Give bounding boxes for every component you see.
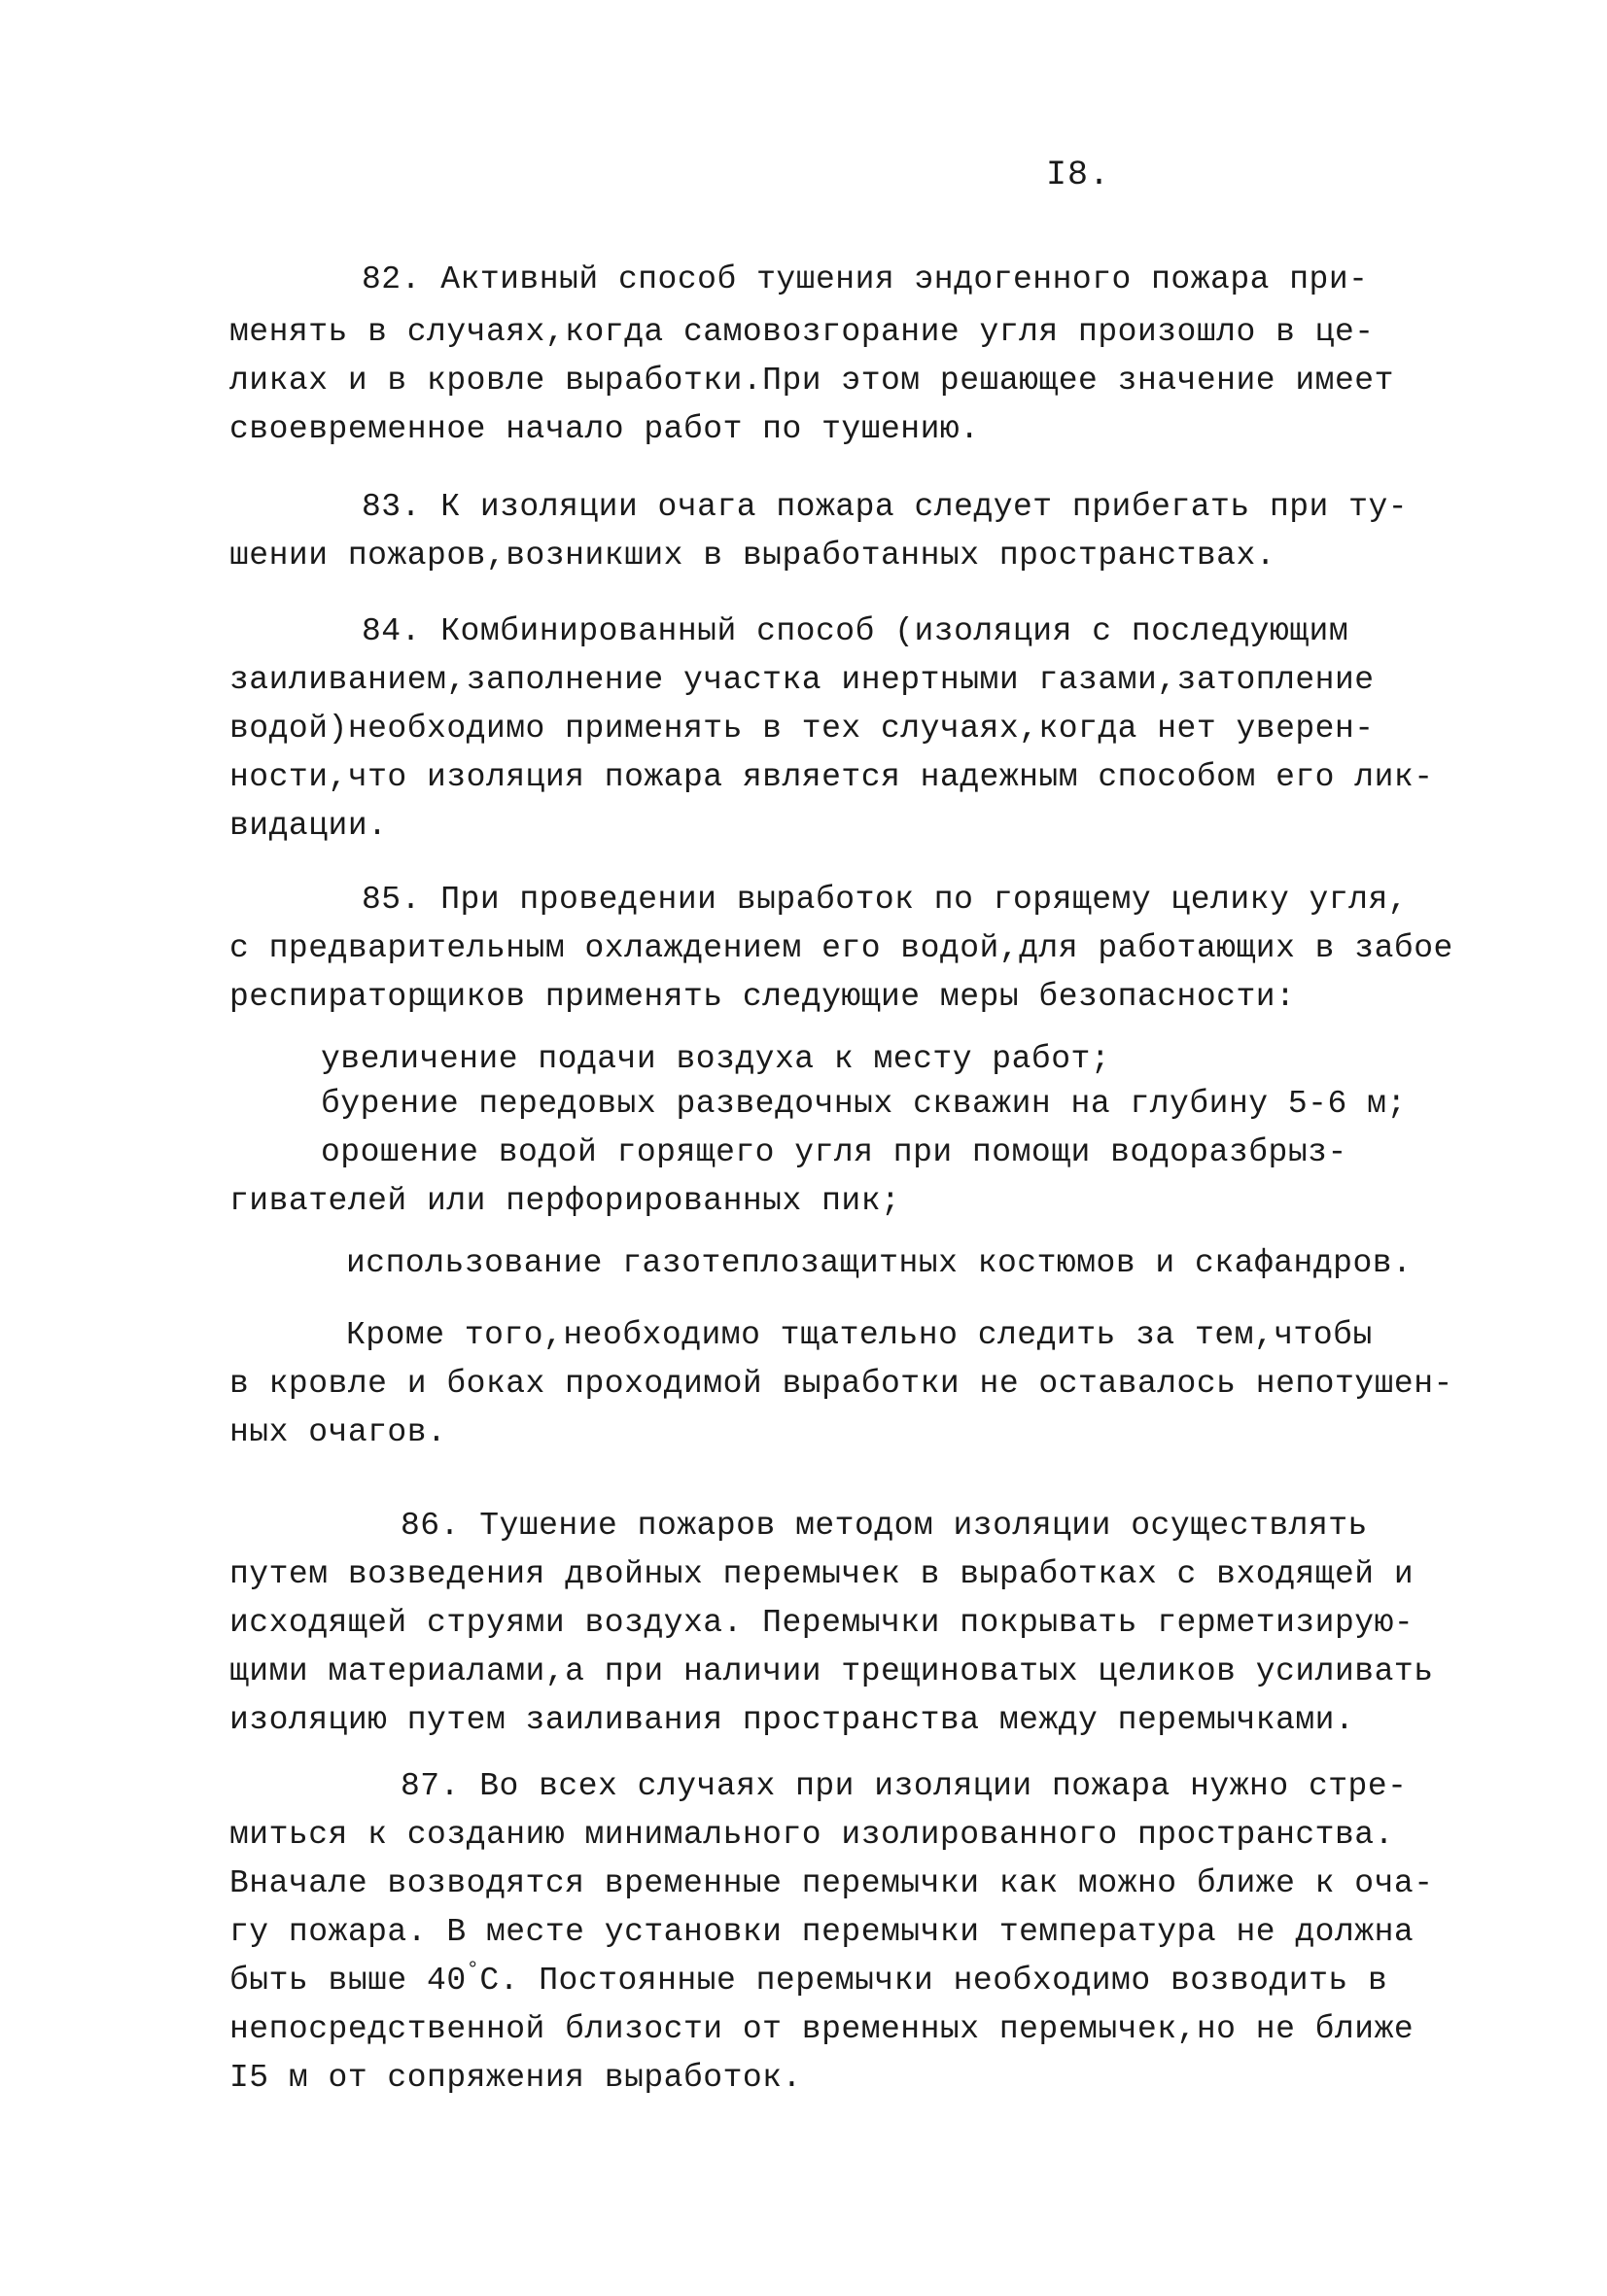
text-line: 87. Во всех случаях при изоляции пожара нужно стре- [401, 1768, 1408, 1804]
text-segment: быть выше 40 [229, 1963, 467, 1999]
text-line: 86. Тушение пожаров методом изоляции осуществлять [401, 1508, 1368, 1544]
page-number: I8. [1046, 156, 1111, 194]
text-line: 82. Активный способ тушения эндогенного пожара при- [362, 261, 1369, 297]
text-line: ликах и в кровле выработки.При этом решающее значение имеет [229, 363, 1394, 399]
text-line: ных очагов. [229, 1414, 447, 1450]
text-line: водой)необходимо применять в тех случаях,когда нет уверен- [229, 711, 1375, 747]
text-line: заиливанием,заполнение участка инертными газами,затопление [229, 662, 1375, 698]
text-line: изоляцию путем заиливания пространства между перемычками. [229, 1702, 1355, 1738]
text-line: ности,что изоляция пожара является надежным способом его лик- [229, 759, 1434, 795]
text-line [229, 1958, 1388, 2000]
list-item: использование газотеплозащитных костюмов и скафандров. [346, 1245, 1413, 1281]
text-line: I5 м от сопряжения выработок. [229, 2060, 802, 2096]
text-segment: С. Постоянные перемычки необходимо возводить в [479, 1963, 1388, 1999]
text-line: 84. Комбинированный способ (изоляция с последующим [362, 613, 1349, 649]
text-line: миться к созданию минимального изолированного пространства. [229, 1817, 1394, 1853]
list-item: орошение водой горящего угля при помощи водоразбрыз- [321, 1134, 1347, 1170]
list-item: бурение передовых разведочных скважин на глубину 5-6 м; [321, 1086, 1407, 1122]
text-line: шении пожаров,возникших в выработанных пространствах. [229, 538, 1276, 574]
text-line: 83. К изоляции очага пожара следует прибегать при ту- [362, 489, 1409, 525]
list-item: увеличение подачи воздуха к месту работ; [321, 1041, 1111, 1077]
text-line: с предварительным охлаждением его водой,для работающих в забое [229, 930, 1453, 966]
text-line: Вначале возводятся временные перемычки как можно ближе к оча- [229, 1865, 1434, 1901]
text-line: гивателей или перфорированных пик; [229, 1183, 901, 1219]
text-line: Кроме того,необходимо тщательно следить за тем,чтобы [346, 1317, 1373, 1353]
text-line: своевременное начало работ по тушению. [229, 411, 980, 447]
text-line: гу пожара. В месте установки перемычки температура не должна [229, 1914, 1415, 1950]
text-line: 85. При проведении выработок по горящему целику угля, [362, 882, 1409, 918]
text-line: респираторщиков применять следующие меры безопасности: [229, 979, 1296, 1015]
text-line: путем возведения двойных перемычек в выработках с входящей и [229, 1556, 1415, 1592]
text-line: исходящей струями воздуха. Перемычки покрывать герметизирую- [229, 1605, 1415, 1641]
text-line: в кровле и боках проходимой выработки не оставалось непотушен- [229, 1366, 1453, 1402]
text-line: видации. [229, 808, 388, 844]
degree-sign: ° [466, 1958, 480, 1982]
text-line: щими материалами,а при наличии трещиноватых целиков усиливать [229, 1653, 1434, 1689]
text-line: менять в случаях,когда самовозгорание угля произошло в це- [229, 314, 1375, 350]
text-line: непосредственной близости от временных перемычек,но не ближе [229, 2011, 1415, 2047]
